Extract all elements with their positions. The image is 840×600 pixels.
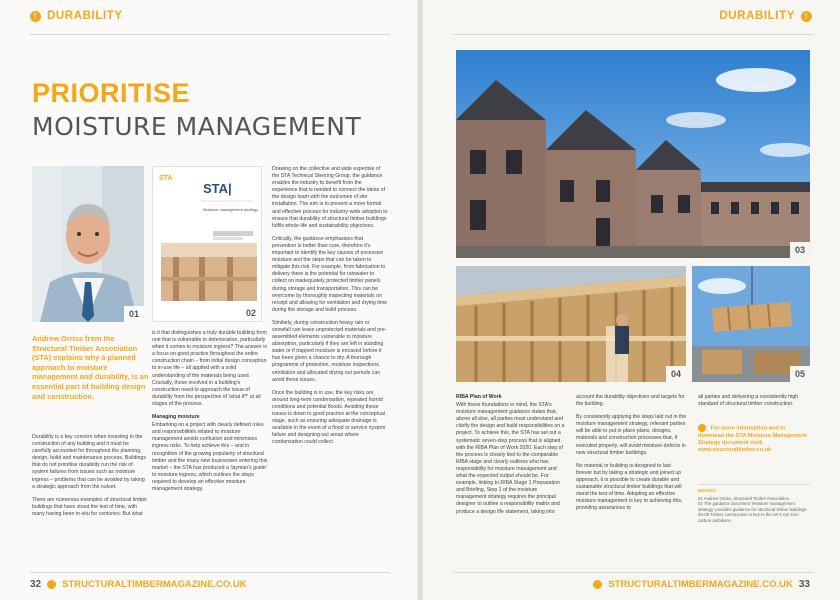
portrait-illustration	[32, 166, 144, 322]
footer-rule	[454, 572, 814, 573]
page-spine	[417, 0, 423, 600]
paragraph: With these foundations in mind, the STA's moisture management guidance states that, above all else, all parties must understand and clarify the design and build responsibilities on a project. To achieve this, the STA has set out a systematic seven-step process that is aligned with the RIBA Plan of Work 2020. Each step of the process is closely tied to the comparable RIBA stage and clearly outlines who has responsibility for moisture management and what the expected output should be. For example, linking to RIBA Stage 1 Preparation and Briefing, Step 1 of the moisture management strategy requires the principal designer to outline a responsibility matrix and produce a design life statement, taking into	[456, 402, 565, 515]
info-icon: !	[30, 11, 41, 22]
brand-dot-icon	[47, 580, 56, 589]
paragraph: Once the building is in use, the key risks are around long-term condensation, repeated humid conditions and potential floods. Avoiding these issues is down to good practice at the conceptual stage, such as ensuring adequate drainage is available in the event of a flood or service system failure and designing-out areas where condensation could collect.	[272, 389, 386, 446]
subheading: RIBA Plan of Work	[456, 394, 502, 400]
page-number: 33	[798, 579, 810, 590]
paragraph: is it that distinguishes a truly durable building from one that is vulnerable to deterioration, particularly when it comes to moisture ingress? The answer is a focus on good practice throughout the entire construction chain – from initial design conception to in-use life – all applied with a solid understanding of the materials being used. Crucially, those involved in a building's construction need to approach the issue of durability from the perspective of 'what if?' at all stages of the process.	[152, 330, 267, 407]
paragraph: Drawing on the collective and wide expertise of the STA Technical Steering Group, the guidance enables the industry to benefit from the experience that is needed to connect the ideas of the design team with the outcomes of site installation. The aim is to present a more formal and effective process for industry-wide adoption to ensure that durability of structural timber buildings fulfils whole-life and sustainability objectives.	[272, 166, 388, 229]
paragraph: all parties and delivering a consistently high standard of structural timber construction.	[698, 394, 799, 408]
footer-rule	[30, 572, 390, 573]
housing-illustration	[456, 50, 810, 258]
section-header-left	[30, 10, 123, 22]
sta-logo-small: STA	[159, 175, 173, 182]
magazine-url[interactable]: STRUCTURALTIMBERMAGAZINE.CO.UK	[608, 579, 793, 590]
body-column-1	[32, 434, 148, 524]
magazine-url[interactable]: STRUCTURALTIMBERMAGAZINE.CO.UK	[62, 579, 247, 590]
image-credit: 02 The guidance document 'Moisture management strategy' provides guidance for structural timber buildings	[698, 501, 807, 512]
info-icon	[698, 424, 706, 432]
section-label: DURABILITY	[719, 10, 795, 22]
timber-panels-photo	[456, 266, 686, 382]
report-title: Moisture management strategy	[203, 207, 259, 212]
brand-dot-icon	[593, 580, 602, 589]
article-subtitle: MOISTURE MANAGEMENT	[32, 112, 362, 141]
body-column-2	[152, 330, 268, 499]
paragraph: account the durability objectives and targets for the building.	[576, 394, 685, 408]
image-credits-label: IMAGES:	[698, 488, 717, 493]
header-rule	[30, 34, 390, 35]
footer-left	[30, 579, 247, 590]
image-credit: 03-05 Timber construction is key to the UK's net zero carbon ambitions	[698, 512, 799, 523]
footer-right	[593, 579, 810, 590]
housing-photo	[456, 50, 810, 258]
header-rule	[454, 34, 814, 35]
image-number: 04	[666, 366, 686, 382]
image-credit: 01 Andrew Orriss, Structural Timber Association	[698, 495, 789, 501]
body-column-3	[272, 166, 388, 452]
info-icon: !	[801, 11, 812, 22]
paragraph: Embarking on a project with clearly defined roles and responsibilities related to moisture management avoids confusion and minimises ingress risks. To help achieve this – and in recognition of the growing popularity of structural timber and the many new businesses entering this market – the STA has produced a 'layman's guide' to moisture ingress, which outlines the steps required to develop an effective moisture management strategy.	[152, 422, 268, 492]
timber-panels-illustration	[456, 266, 686, 382]
image-number: 01	[124, 306, 144, 322]
body-column-5	[576, 394, 688, 518]
crane-photo	[692, 266, 810, 382]
article-title: PRIORITISE	[32, 78, 191, 108]
paragraph: There are numerous examples of structural timber buildings that have stood the test of time, with many having been in-situ for centuries. But what	[32, 496, 148, 517]
subheading: Managing moisture	[152, 414, 200, 421]
crane-illustration	[692, 266, 810, 382]
paragraph: Critically, the guidance emphasises that prevention is better than cure, therefore it's important to identify the key causes of excessive moisture and the steps that can be taken to mitigate this risk. For example, from fabrication to delivery there is the potential for rainwater to collect on inadequately protected timber panels during storage and transportation. This can be overcome by thoroughly inspecting materials on receipt and allowing for ventilation and drying time during the storage and build process.	[272, 235, 388, 313]
portrait-photo	[32, 166, 144, 322]
body-column-6	[698, 394, 810, 414]
more-info-box	[698, 424, 810, 454]
image-number: 05	[790, 366, 810, 382]
paragraph: Similarly, during construction heavy rain or snowfall can leave unprotected materials and pre-assembled elements vulnerable to moisture absorption, particularly if they are left in standing water or if trapped moisture is encased before it has been given a chance to dry. A thorough programme of protection, moisture inspections, ventilation and allocated drying out periods can avoid these issues.	[272, 319, 387, 383]
paragraph: Durability is a key concern when investing in the construction of any building and it must be carefully accounted for throughout the planning, design, build and maintenance process. Buildings that do not prioritise durability run the risk of system failures from issues such as moisture ingress – problems that can be avoided by taking a strategic approach from the outset.	[32, 434, 146, 490]
paragraph: By consistently applying the steps laid out in the moisture management strategy, relevant parties will be able to put in place plans, designs, materials and construction processes that, if executed properly, will avoid moisture defects in new structural timber buildings.	[576, 414, 687, 456]
image-number: 02	[241, 305, 261, 321]
page-number: 32	[30, 579, 42, 590]
image-number: 03	[790, 242, 810, 258]
intro-standfirst: Andrew Orriss from the Structural Timber Association (STA) explains why a planned approach to moisture management and durability, is an essential part of building design and construction.	[32, 334, 149, 401]
paragraph: No material or building is designed to last forever but by taking a strategic and joined up approach, it is possible to create durable and sustainable structural timber buildings that will stand the test of time. Adopting an effective moisture management is key to achieving this, providing assurances to	[576, 462, 683, 512]
section-label: DURABILITY	[47, 10, 123, 22]
image-credits	[698, 484, 810, 524]
sta-logo-large: STA|	[203, 181, 232, 196]
report-cover-photo	[152, 166, 262, 322]
body-column-4	[456, 394, 568, 522]
more-info-text[interactable]: For more information and to download the STA Moisture Management Strategy document visit: www.structuraltimber.co.uk	[698, 425, 807, 454]
section-header-right	[719, 10, 812, 22]
